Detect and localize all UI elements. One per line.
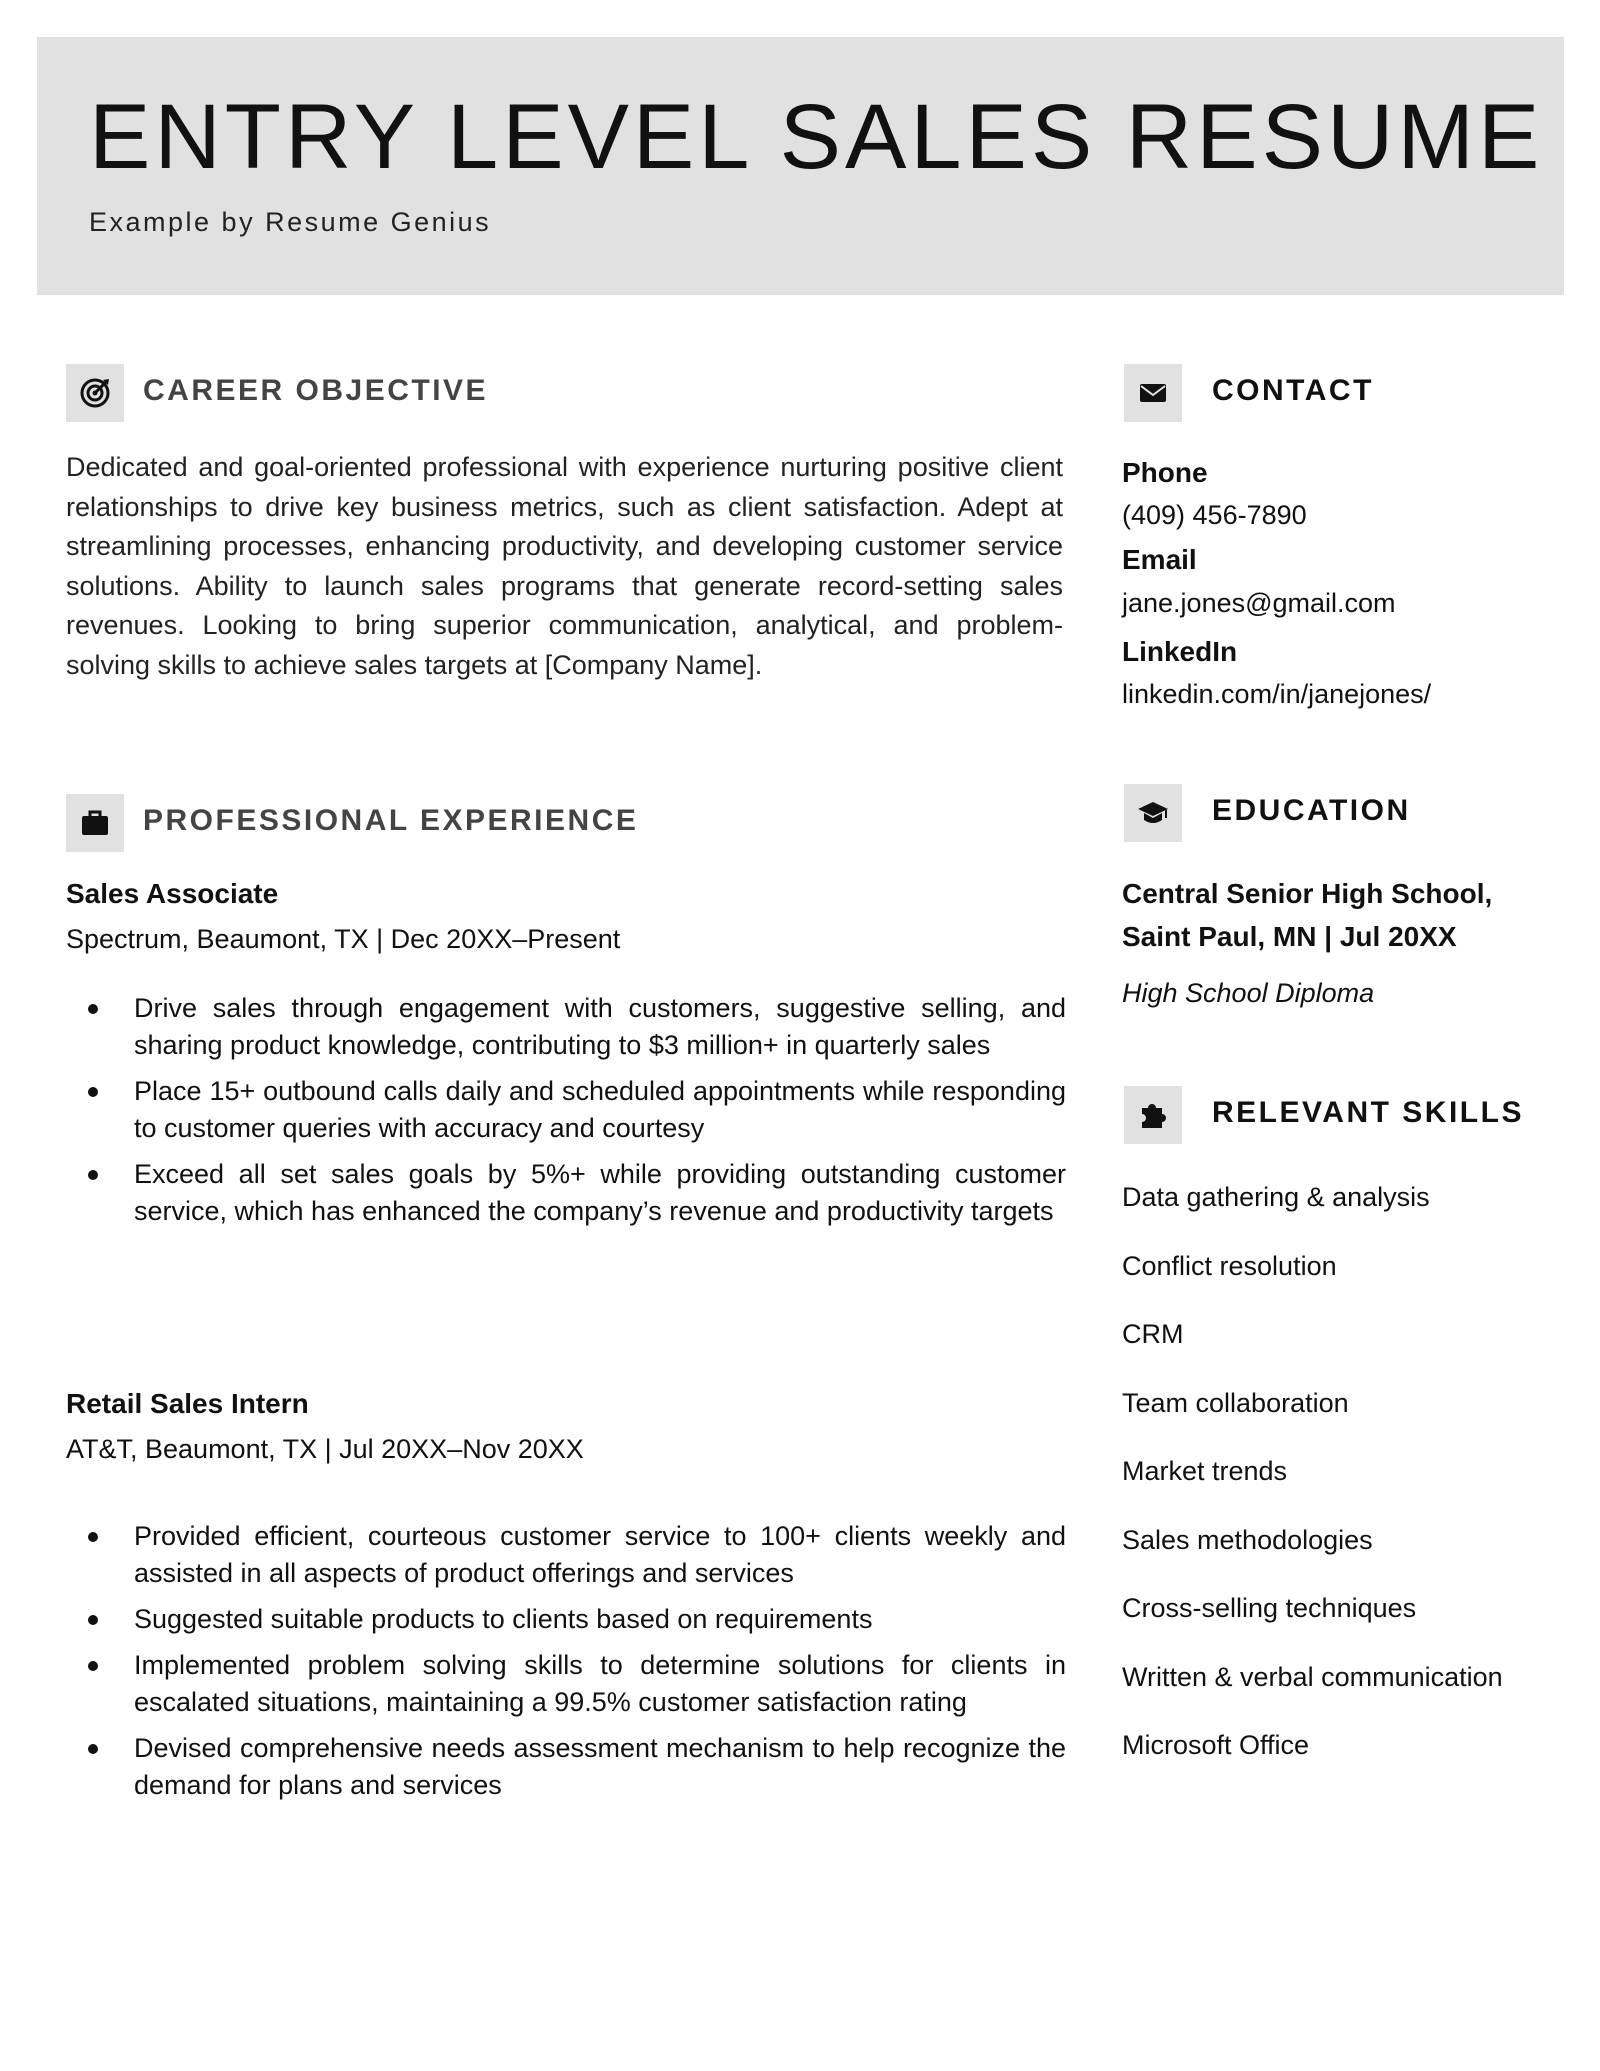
education-degree: High School Diploma [1122,978,1375,1008]
briefcase-icon [66,794,124,852]
list-item: Exceed all set sales goals by 5%+ while providing outstanding customer service, which has enhanced the company’s revenue and productivity targets [66,1156,1066,1230]
envelope-icon [1124,364,1182,422]
list-item: Market trends [1122,1456,1288,1486]
contact-heading: CONTACT [1212,374,1374,407]
target-icon [66,364,124,422]
resume-subtitle: Example by Resume Genius [89,207,492,237]
job-meta: Spectrum, Beaumont, TX | Dec 20XX–Present [66,924,621,954]
career-objective-text: Dedicated and goal-oriented professional with experience nurturing positive client relationships to drive key business metrics, such as client satisfaction. Adept at streamlining processes, enhancing productivity, and developing customer service solutions. Ability to launch sales programs that generate record-setting sales revenues. Looking to bring superior communication, analytical, and problem-solving skills to achieve sales targets at [Company Name]. [66,452,1063,680]
skills-list [1122,1180,1503,1797]
list-item: Team collaboration [1122,1387,1349,1418]
phone-label: Phone [1122,457,1208,488]
job-meta: AT&T, Beaumont, TX | Jul 20XX–Nov 20XX [66,1434,584,1464]
list-item: Devised comprehensive needs assessment mechanism to help recognize the demand for plans and services [66,1730,1066,1804]
email-value: jane.jones@gmail.com [1122,588,1396,618]
list-item: Conflict resolution [1122,1250,1337,1281]
graduation-cap-icon [1124,784,1182,842]
job-bullets [66,1518,1066,1813]
linkedin-label: LinkedIn [1122,636,1238,667]
list-item: Microsoft Office [1122,1730,1310,1760]
puzzle-icon [1124,1086,1182,1144]
job-bullets [66,990,1066,1239]
list-item: Cross-selling techniques [1122,1593,1417,1623]
resume-title: ENTRY LEVEL SALES RESUME [89,86,1544,188]
education-school: Central Senior High School, Saint Paul, MN | Jul 20XX [1122,878,1493,952]
list-item: Implemented problem solving skills to determine solutions for clients in escalated situations, maintaining a 99.5% customer satisfaction rating [66,1647,1066,1721]
header-banner [37,37,1564,295]
list-item: Data gathering & analysis [1122,1182,1430,1212]
list-item: Sales methodologies [1122,1524,1373,1555]
job-title: Sales Associate [66,878,279,909]
linkedin-value: linkedin.com/in/janejones/ [1122,679,1432,709]
career-objective-heading: CAREER OBJECTIVE [143,374,489,407]
experience-heading: PROFESSIONAL EXPERIENCE [143,804,639,837]
job-title: Retail Sales Intern [66,1388,309,1419]
phone-value: (409) 456-7890 [1122,500,1307,530]
list-item: Suggested suitable products to clients based on requirements [66,1601,1066,1638]
email-label: Email [1122,544,1197,575]
list-item: Provided efficient, courteous customer service to 100+ clients weekly and assisted in all aspects of product offerings and services [66,1518,1066,1592]
list-item: Place 15+ outbound calls daily and scheduled appointments while responding to customer queries with accuracy and courtesy [66,1073,1066,1147]
list-item: CRM [1122,1319,1184,1349]
list-item: Drive sales through engagement with customers, suggestive selling, and sharing product knowledge, contributing to $3 million+ in quarterly sales [66,990,1066,1064]
list-item: Written & verbal communication [1122,1661,1503,1692]
education-heading: EDUCATION [1212,794,1411,827]
skills-heading: RELEVANT SKILLS [1212,1096,1524,1129]
